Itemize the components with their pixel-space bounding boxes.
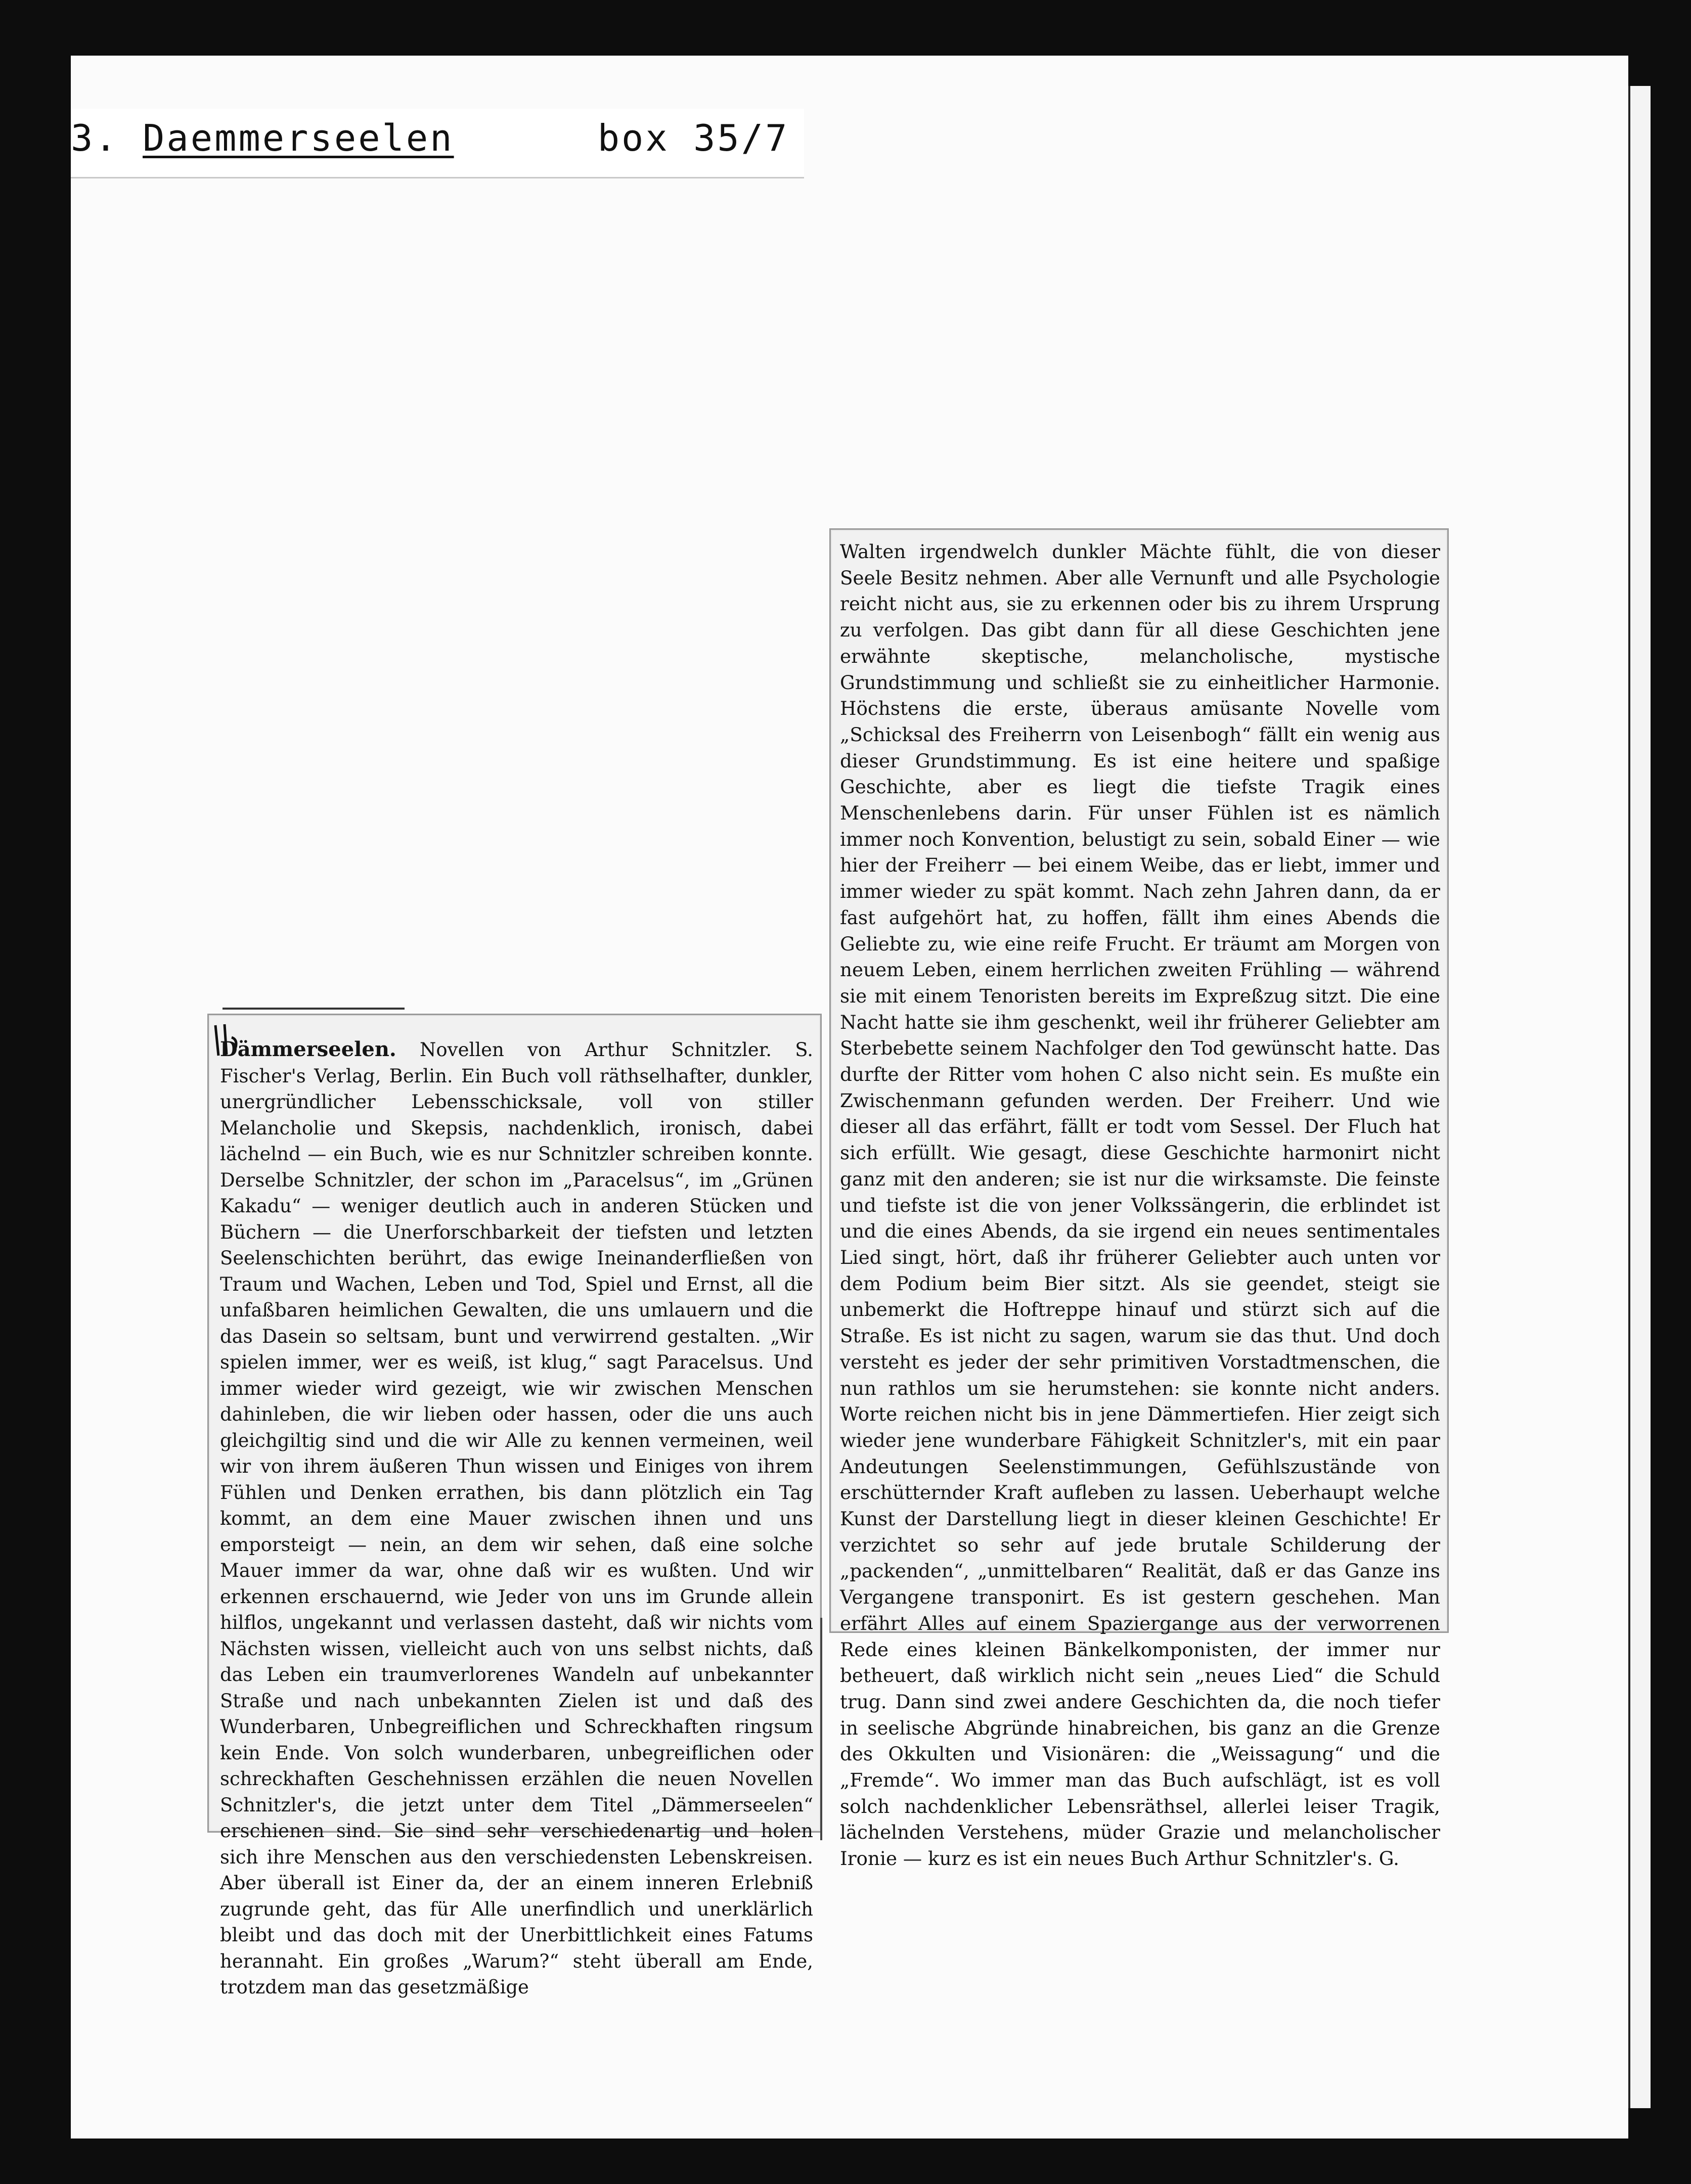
review-heading: Dämmerseelen. xyxy=(220,1037,396,1061)
review-body-part-1: Novellen von Arthur Schnitzler. S. Fischer's Verlag, Berlin. Ein Buch voll räthselhafter, dunkler, unergründlicher Lebensschicksale, voll von stiller Melancholie und Skepsis, nachdenklich, ironisch, dabei lächelnd — ein Buch, wie es nur Schnitzler schreiben konnte. Derselbe Schnitzler, der schon im „Paracelsus“, im „Grünen Kakadu“ — weniger deutlich auch in anderen Stücken und Büchern — die Unerforschbarkeit der tiefsten und letzten Seelenschichten berührt, das ewige Ineinanderfließen von Traum und Wachen, Leben und Tod, Spiel und Ernst, all die unfaßbaren heimlichen Gewalten, die uns umlauern und die das Dasein so seltsam, bunt und verwirrend gestalten. „Wir spielen immer, wer es weiß, ist klug,“ sagt Paracelsus. Und immer wieder wird gezeigt, wie wir zwischen Menschen dahinleben, die wir lieben oder hassen, oder die uns auch gleichgiltig sind und die wir Alle zu kennen vermeinen, weil wir von ihrem äußeren Thun wissen und Einiges von ihrem Fühlen und Denken errathen, bis dann plötzlich ein Tag kommt, an dem eine Mauer zwischen ihnen und uns emporsteigt — nein, an dem wir sehen, daß eine solche Mauer immer da war, ohne daß wir es wußten. Und wir erkennen erschauernd, wie Jeder von uns im Grunde allein hilflos, ungekannt und verlassen dasteht, daß wir nichts vom Nächsten wissen, vielleicht auch von uns selbst nichts, daß das Leben ein traumverlorenes Wandeln auf unbekannter Straße und nach unbekannten Zielen ist und daß des Wunderbaren, Unbegreiflichen und Schreckhaften ringsum kein Ende. Von solch wunderbaren, unbegreiflichen oder schreckhaften Geschehnissen erzählen die neuen Novellen Schnitzler's, die jetzt unter dem Titel „Dämmerseelen“ erschienen sind. Sie sind sehr verschiedenartig und holen sich ihre Menschen aus den verschiedensten Lebenskreisen. Aber überall ist Einer da, der an einem inneren Erlebniß zugrunde geht, das für Alle unerfindlich und unerklärlich bleibt und das doch mit der Unerbittlichkeit eines Fatums herannaht. Ein großes „Warum?“ steht überall am Ende, trotzdem man das gesetzmäßige xyxy=(220,1039,813,1998)
archive-label xyxy=(71,117,789,159)
label-box: box 35/7 xyxy=(597,117,789,159)
review-body-part-2: Walten irgendwelch dunkler Mächte fühlt, die von dieser Seele Besitz nehmen. Aber alle Vernunft und alle Psychologie reicht nicht aus, sie zu erkennen oder bis zu ihrem Ursprung zu verfolgen. Das gibt dann für all diese Geschichten jene erwähnte skeptische, melancholische, mystische Grundstimmung und schließt sie zu einheitlicher Harmonie. Höchstens die erste, überaus amüsante Novelle vom „Schicksal des Freiherrn von Leisenbogh“ fällt ein wenig aus dieser Grundstimmung. Es ist eine heitere und spaßige Geschichte, aber es liegt die tiefste Tragik eines Menschenlebens darin. Für unser Fühlen ist es nämlich immer noch Konvention, belustigt zu sein, sobald Einer — wie hier der Freiherr — bei einem Weibe, das er liebt, immer und immer wieder zu spät kommt. Nach zehn Jahren dann, da er fast aufgehört hat, zu hoffen, fällt ihm eines Abends die Geliebte zu, wie eine reife Frucht. Er träumt am Morgen von neuem Leben, einem herrlichen zweiten Frühling — während sie mit einem Tenoristen bereits im Expreßzug sitzt. Die eine Nacht hatte sie ihm geschenkt, weil ihr früherer Geliebter am Sterbebette seinem Nachfolger den Tod gewünscht hatte. Das durfte der Ritter vom hohen C also nicht sein. Es mußte ein Zwischenmann gefunden werden. Der Freiherr. Und wie dieser all das erfährt, fällt er todt vom Sessel. Der Fluch hat sich erfüllt. Wie gesagt, diese Geschichte harmonirt nicht ganz mit den anderen; sie ist nur die wirksamste. Die feinste und tiefste ist die von jener Volkssängerin, die erblindet ist und die eines Abends, da sie irgend ein neues sentimentales Lied singt, hört, daß ihr früherer Geliebter auch unten vor dem Podium beim Bier sitzt. Als sie geendet, steigt sie unbemerkt die Hoftreppe hinauf und stürzt sich auf die Straße. Es ist nicht zu sagen, warum sie das thut. Und doch versteht es jeder der sehr primitiven Vorstadtmenschen, die nun rathlos um sie herumstehen: sie konnte nicht anders. Worte reichen nicht bis in jene Dämmertiefen. Hier zeigt sich wieder jene wunderbare Fähigkeit Schnitzler's, mit ein paar Andeutungen Seelenstimmungen, Gefühlszustände von erschütternder Kraft aufleben zu lassen. Ueberhaupt welche Kunst der Darstellung liegt in dieser kleinen Geschichte! Er verzichtet so sehr auf jede brutale Schilderung der „packenden“, „unmittelbaren“ Realität, daß er das Ganze ins Vergangene transponirt. Es ist gestern geschehen. Man erfährt Alles auf einem Spaziergange aus der verworrenen Rede eines kleinen Bänkelkomponisten, der immer nur betheuert, daß wirklich nicht sein „neues Lied“ die Schuld trug. Dann sind zwei andere Geschichten da, die noch tiefer in seelische Abgründe hinabreichen, bis ganz an die Grenze des Okkulten und Visionären: die „Weissagung“ und die „Fremde“. Wo immer man das Buch aufschlägt, ist es voll solch nachdenklicher Lebensräthsel, allerlei leiser Tragik, lächelnden Verstehens, müder Grazie und melancholischer Ironie — kurz es ist ein neues Buch Arthur Schnitzler's. G. xyxy=(840,540,1440,1870)
clipping-left-text xyxy=(220,1036,813,2000)
newspaper-clipping-left xyxy=(207,1014,822,1998)
archive-label-strip xyxy=(71,109,804,178)
back-sheet-edge xyxy=(1628,86,1651,2108)
handwritten-mark-icon xyxy=(211,1022,242,1059)
label-title: Daemmerseelen xyxy=(143,117,454,159)
newspaper-clipping-right xyxy=(829,528,1449,1870)
label-number: 3. xyxy=(71,117,119,159)
clipping-edge-rule xyxy=(820,1618,822,1840)
clipping-top-rule xyxy=(223,1008,405,1010)
